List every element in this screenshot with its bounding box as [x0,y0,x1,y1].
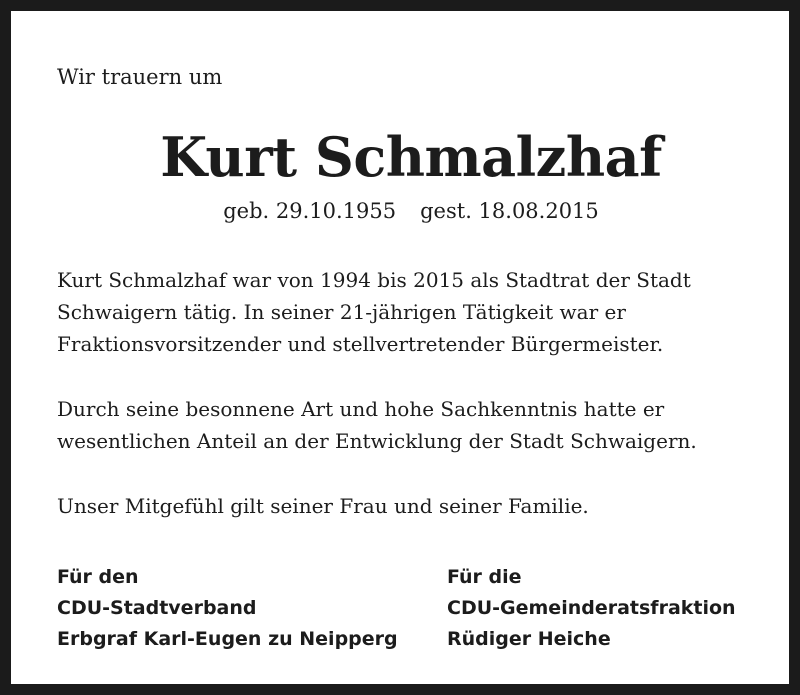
text-line: Fraktionsvorsitzender und stellvertretender Bürgermeister. [57,332,664,356]
paragraph-tribute [57,393,697,457]
birth-date: geb. 29.10.1955 [223,199,397,223]
deceased-name: Kurt Schmalzhaf [160,125,662,189]
text-line: Unser Mitgefühl gilt seiner Frau und seiner Familie. [57,494,589,518]
text-line: Durch seine besonnene Art und hohe Sachkenntnis hatte er [57,397,665,421]
text-line: wesentlichen Anteil an der Entwicklung der Stadt Schwaigern. [57,429,697,453]
paragraph-career [57,264,691,360]
death-date: gest. 18.08.2015 [420,199,599,223]
text-line: Schwaigern tätig. In seiner 21-jährigen Tätigkeit war er [57,300,626,324]
paragraph-condolence [57,490,589,522]
signature-left [57,562,398,655]
signature-line: Für die [447,566,522,588]
signature-line: CDU-Gemeinderatsfraktion [447,597,736,619]
signature-line: Rüdiger Heiche [447,628,611,650]
intro-text: Wir trauern um [57,65,223,89]
signature-line: CDU-Stadtverband [57,597,257,619]
signature-line: Für den [57,566,139,588]
signature-right [447,562,736,655]
text-line: Kurt Schmalzhaf war von 1994 bis 2015 als Stadtrat der Stadt [57,268,691,292]
signature-line: Erbgraf Karl-Eugen zu Neipperg [57,628,398,650]
life-dates [11,197,800,225]
